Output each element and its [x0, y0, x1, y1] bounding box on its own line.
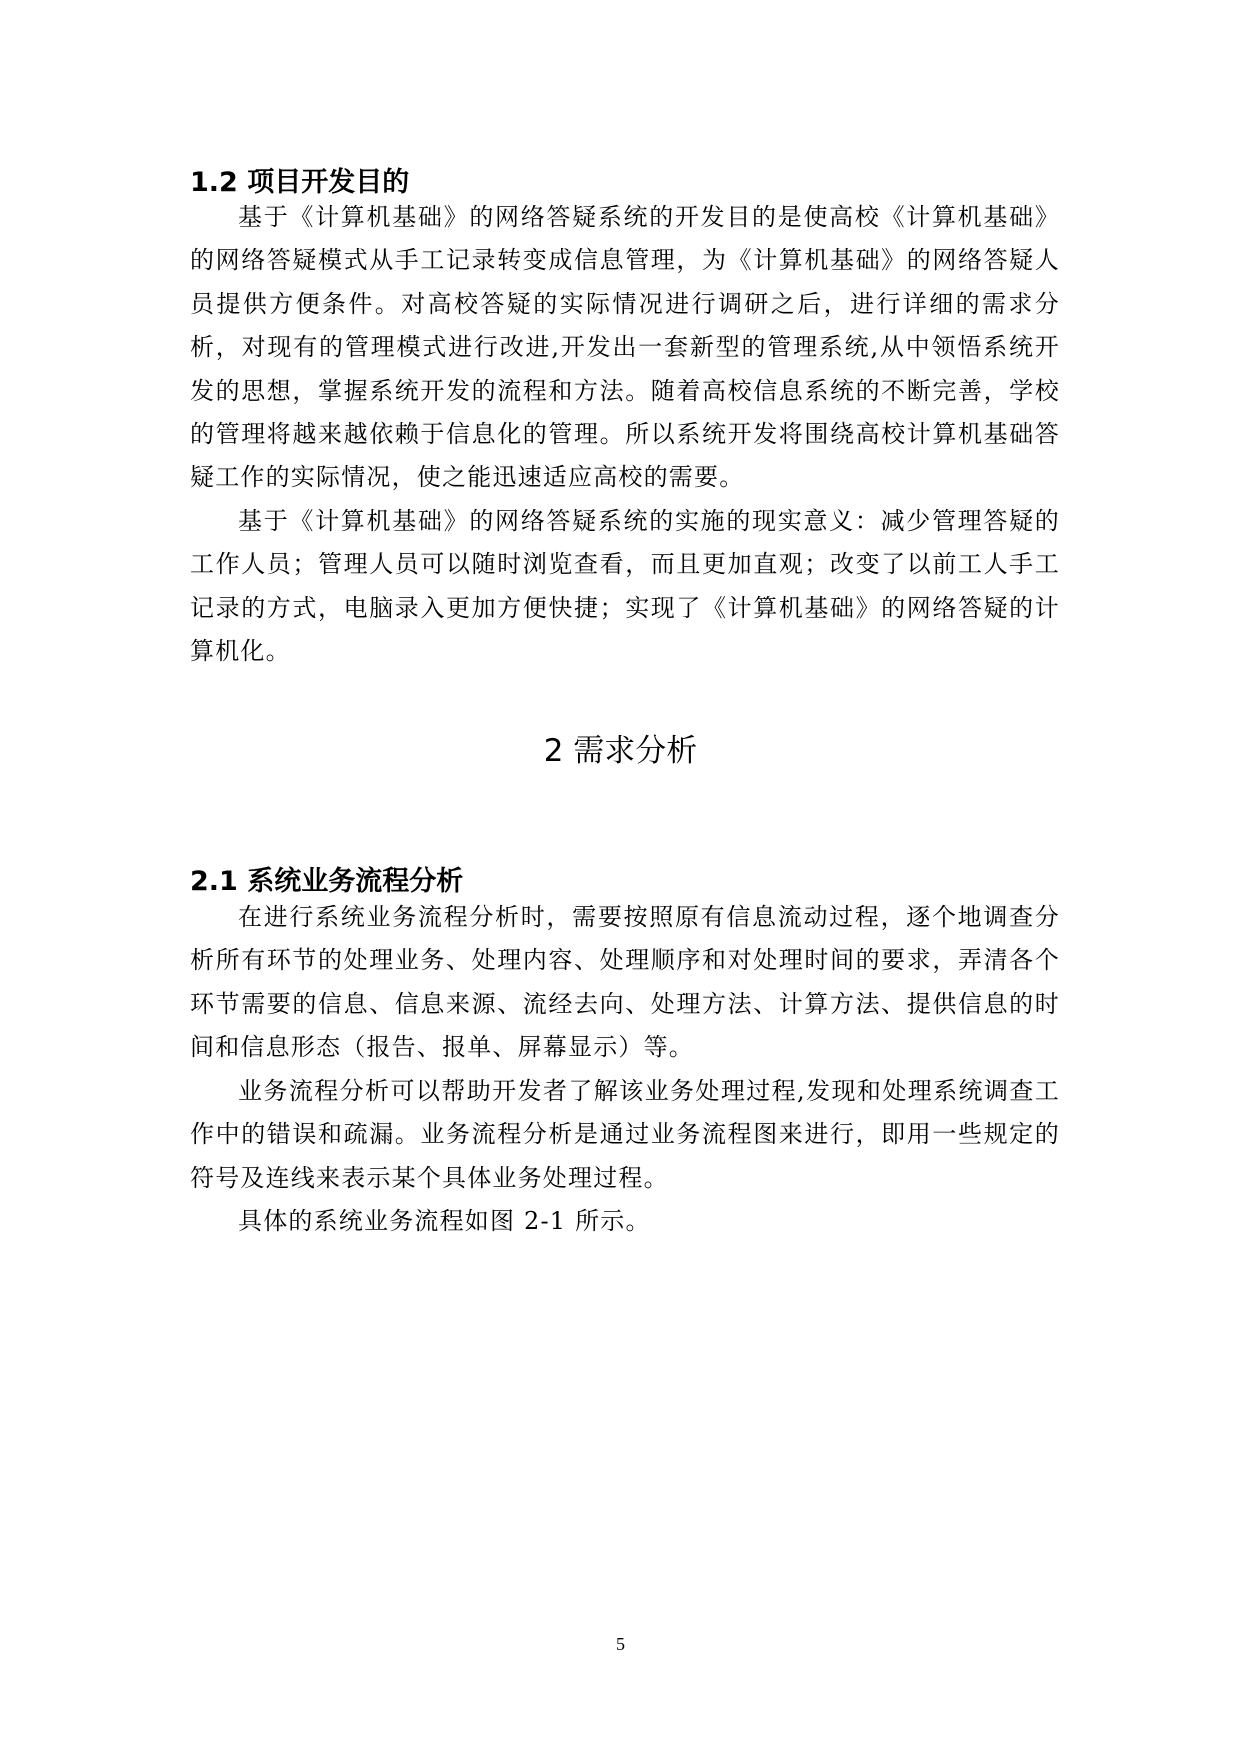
chapter-heading-2: 2 需求分析: [543, 733, 698, 769]
paragraph-figure-reference: 具体的系统业务流程如图 2-1 所示。: [238, 1207, 651, 1235]
paragraph-practical-significance: 基于《计算机基础》的网络答疑系统的实施的现实意义：减少管理答疑的工作人员；管理人员可以随时浏览查看，而且更加直观；改变了以前工人手工记录的方式，电脑录入更加方便快捷；实现了《计算机基础》的网络答疑的计算机化。: [190, 507, 1060, 666]
paragraph-process-analysis-benefit: 业务流程分析可以帮助开发者了解该业务处理过程,发现和处理系统调查工作中的错误和疏漏。业务流程分析是通过业务流程图来进行，即用一些规定的符号及连线来表示某个具体业务处理过程。: [190, 1077, 1060, 1192]
page-number: 5: [616, 1634, 625, 1654]
section-heading-1-2: 1.2 项目开发目的: [190, 167, 410, 198]
section-heading-2-1: 2.1 系统业务流程分析: [190, 866, 464, 897]
paragraph-process-analysis: 在进行系统业务流程分析时，需要按照原有信息流动过程，逐个地调查分析所有环节的处理业务、处理内容、处理顺序和对处理时间的要求，弄清各个环节需要的信息、信息来源、流经去向、处理方法、计算方法、提供信息的时间和信息形态（报告、报单、屏幕显示）等。: [190, 903, 1060, 1062]
paragraph-project-purpose: 基于《计算机基础》的网络答疑系统的开发目的是使高校《计算机基础》的网络答疑模式从手工记录转变成信息管理，为《计算机基础》的网络答疑人员提供方便条件。对高校答疑的实际情况进行调研之后，进行详细的需求分析，对现有的管理模式进行改进,开发出一套新型的管理系统,从中领悟系统开发的思想，掌握系统开发的流程和方法。随着高校信息系统的不断完善，学校的管理将越来越依赖于信息化的管理。所以系统开发将围绕高校计算机基础答疑工作的实际情况，使之能迅速适应高校的需要。: [190, 203, 1060, 492]
